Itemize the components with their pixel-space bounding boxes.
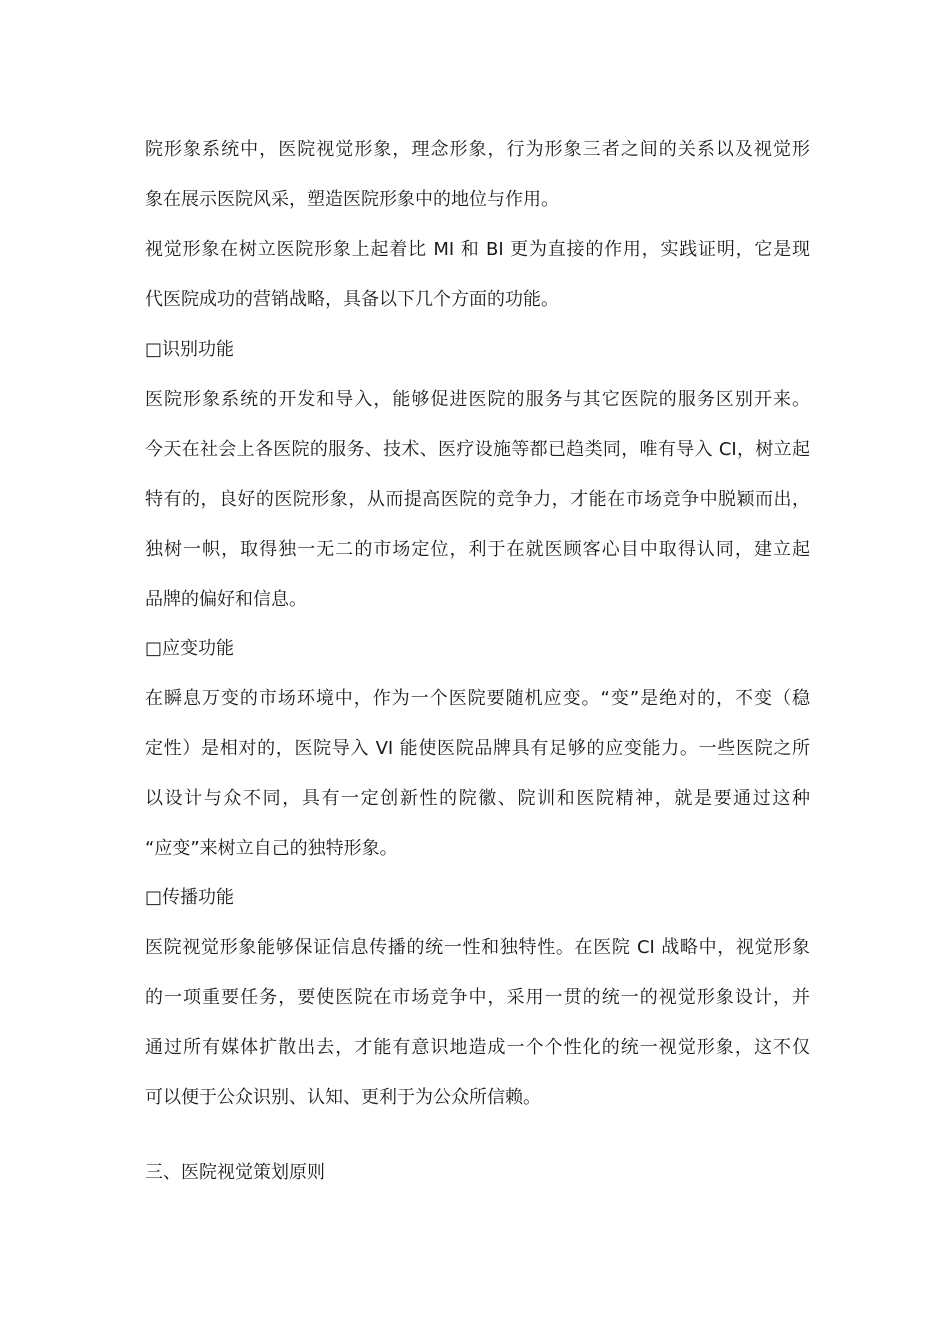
text-line: 视觉形象在树立医院形象上起着比 MI 和 BI 更为直接的作用，实践证明，它是现 [145, 239, 810, 260]
text-line: 特有的，良好的医院形象，从而提高医院的竞争力，才能在市场竞争中脱颖而出， [145, 489, 810, 510]
text-line: 院形象系统中，医院视觉形象，理念形象，行为形象三者之间的关系以及视觉形 [145, 139, 810, 160]
text-line: 以设计与众不同，具有一定创新性的院徽、院训和医院精神，就是要通过这种 [145, 788, 810, 809]
section-heading: □应变功能 [145, 638, 235, 659]
text-line: 通过所有媒体扩散出去，才能有意识地造成一个个性化的统一视觉形象，这不仅 [145, 1037, 810, 1058]
chapter-heading: 三、医院视觉策划原则 [145, 1162, 325, 1183]
text-line: 在瞬息万变的市场环境中，作为一个医院要随机应变。“变”是绝对的，不变（稳 [145, 688, 810, 709]
text-line: 今天在社会上各医院的服务、技术、医疗设施等都已趋类同，唯有导入 CI，树立起 [145, 439, 810, 460]
text-line: 象在展示医院风采，塑造医院形象中的地位与作用。 [145, 189, 559, 210]
text-line: 定性）是相对的，医院导入 VI 能使医院品牌具有足够的应变能力。一些医院之所 [145, 738, 810, 759]
text-line: “应变”来树立自己的独特形象。 [145, 838, 398, 859]
section-heading: □传播功能 [145, 887, 235, 908]
text-line: 代医院成功的营销战略，具备以下几个方面的功能。 [145, 289, 559, 310]
section-heading: □识别功能 [145, 339, 235, 360]
text-line: 的一项重要任务，要使医院在市场竞争中，采用一贯的统一的视觉形象设计，并 [145, 987, 810, 1008]
text-line: 可以便于公众识别、认知、更利于为公众所信赖。 [145, 1087, 541, 1108]
text-line: 品牌的偏好和信息。 [145, 589, 307, 610]
text-line: 独树一帜，取得独一无二的市场定位，利于在就医顾客心目中取得认同，建立起 [145, 539, 810, 560]
text-line: 医院视觉形象能够保证信息传播的统一性和独特性。在医院 CI 战略中，视觉形象 [145, 937, 810, 958]
text-line: 医院形象系统的开发和导入，能够促进医院的服务与其它医院的服务区别开来。 [145, 389, 810, 410]
